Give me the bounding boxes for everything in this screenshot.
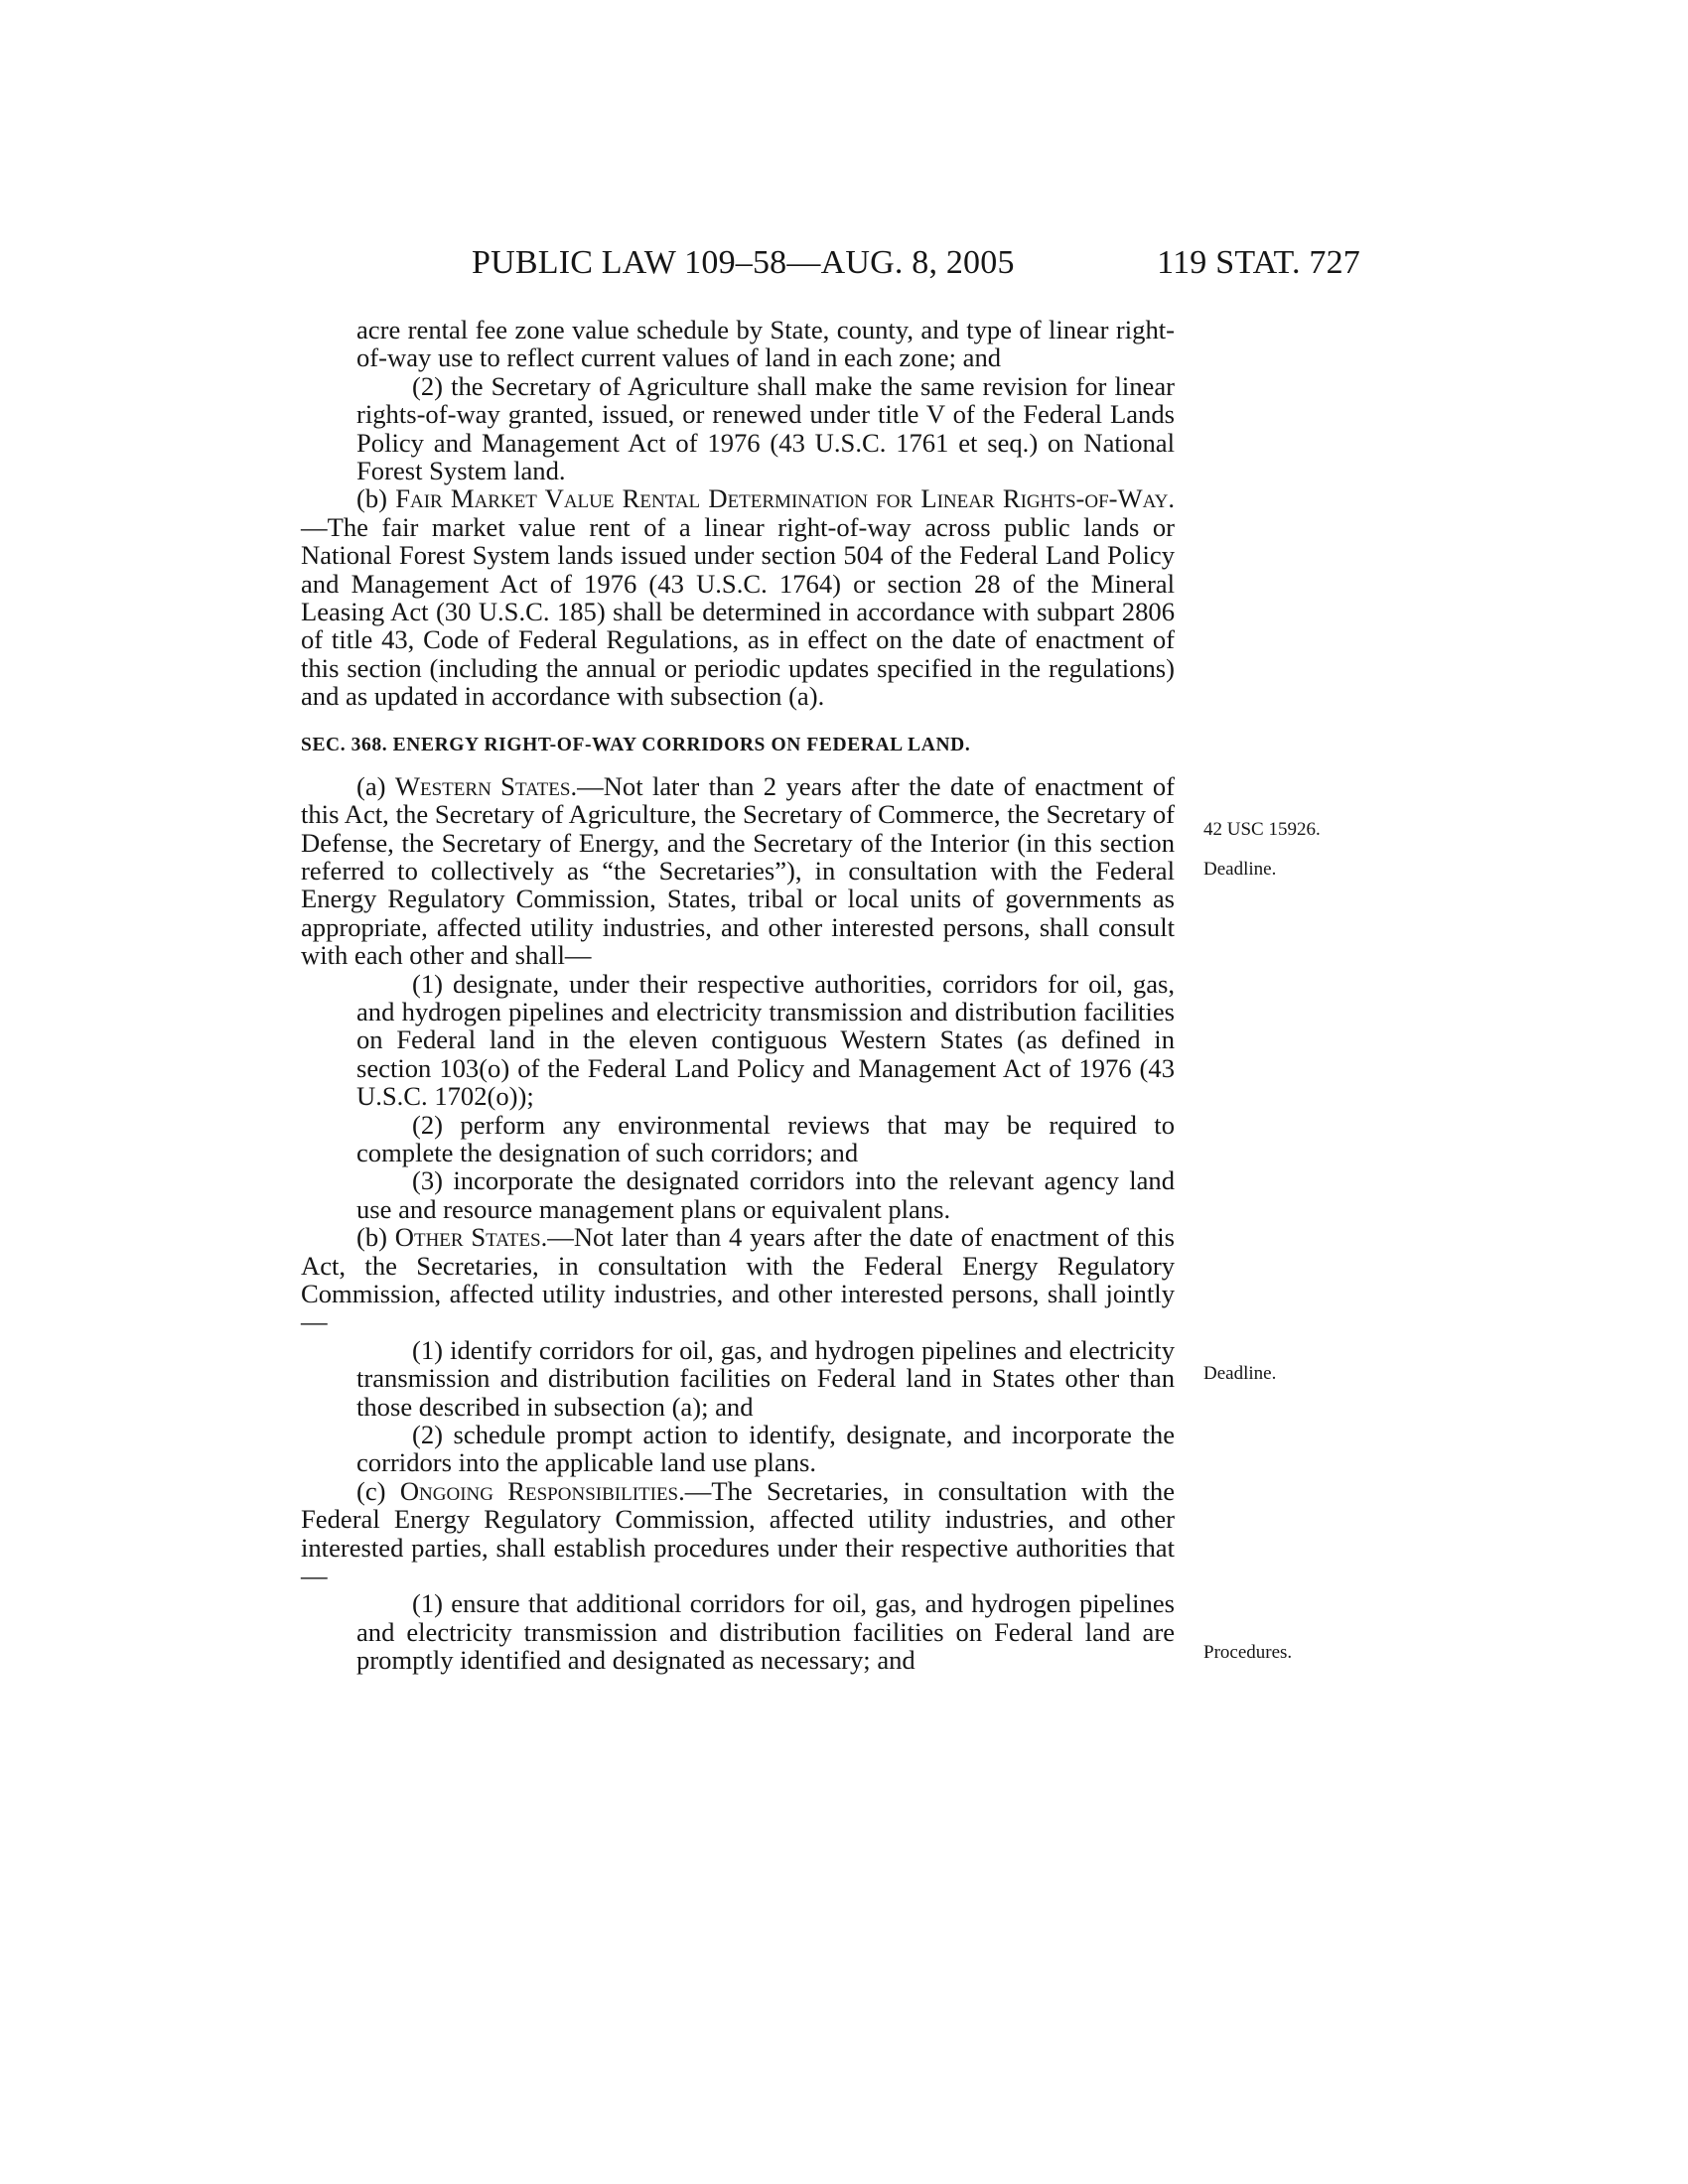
subsection-label: (a) (356, 770, 395, 801)
paragraph-a-3: (3) incorporate the designated corridors into the relevant agency land use and resource management plans or equivalent plans. (356, 1165, 1175, 1224)
paragraph-b-fair-market (301, 484, 1175, 710)
subsection-b (301, 1223, 1175, 1336)
margin-note-deadline-a: Deadline. (1203, 859, 1277, 880)
subsection-label: (c) (356, 1475, 400, 1506)
subsection-text: .—Not later than 4 years after the date of enactment of this Act, the Secretaries, in consultation with the Federal Energy Regulatory Commission, affected utility industries, and other interested persons, shall jointly— (301, 1222, 1175, 1337)
section-heading: SEC. 368. ENERGY RIGHT-OF-WAY CORRIDORS ON FEDERAL LAND. (301, 734, 971, 755)
subsection-c (301, 1477, 1175, 1590)
paragraph-label: (b) (356, 483, 396, 514)
subsection-text: .—Not later than 2 years after the date of enactment of this Act, the Secretary of Agriculture, the Secretary of Commerce, the Secretary of Defense, the Secretary of Energy, and the Secretary of the Interior (in this section referred to collectively as “the Secretaries”), in consultation with the Federal Energy Regulatory Commission, States, tribal or local units of governments as appropriate, affected utility industries, and other interested persons, shall consult with each other and shall— (301, 770, 1175, 971)
paragraph-text: .—The fair market value rent of a linear right-of-way across public lands or National Forest System lands issued under section 504 of the Federal Land Policy and Management Act of 1976 (43 U.S.C. 1764) or section 28 of the Mineral Leasing Act (30 U.S.C. 185) shall be determined in accordance with subpart 2806 of title 43, Code of Federal Regulations, as in effect on the date of enactment of this section (including the annual or periodic updates specified in the regulations) and as updated in accordance with subsection (a). (301, 483, 1175, 712)
subsection-heading: Western States (394, 770, 571, 801)
paragraph-c-1: (1) ensure that additional corridors for oil, gas, and hydrogen pipelines and electricity transmission and distribution facilities on Federal land are promptly identified and designated as necessary; and (356, 1588, 1175, 1676)
margin-note-usc-citation: 42 USC 15926. (1203, 819, 1321, 840)
running-header (298, 244, 1360, 294)
paragraph-a2: (2) the Secretary of Agriculture shall make the same revision for linear rights-of-way granted, issued, or renewed under title V of the Federal Lands Policy and Management Act of 1976 (43 U.S.C. 1761 et seq.) on National Forest System land. (356, 370, 1175, 486)
margin-note-procedures: Procedures. (1203, 1642, 1293, 1663)
paragraph-b-1: (1) identify corridors for oil, gas, and hydrogen pipelines and electricity transmission and distribution facilities on Federal land in States other than those described in subsection (a); and (356, 1334, 1175, 1422)
subsection-heading: Other States (394, 1222, 541, 1253)
header-title: PUBLIC LAW 109–58—AUG. 8, 2005 (472, 244, 1015, 281)
paragraph-a-2: (2) perform any environmental reviews that may be required to complete the designation of such corridors; and (356, 1109, 1175, 1167)
paragraph-a-1: (1) designate, under their respective authorities, corridors for oil, gas, and hydrogen pipelines and electricity transmission and distribution facilities on Federal land in the eleven contiguous Western States (as defined in section 103(o) of the Federal Land Policy and Management Act of 1976 (43 U.S.C. 1702(o)); (356, 968, 1175, 1112)
subsection-text: .—The Secretaries, in consultation with the Federal Energy Regulatory Commission, affected utility industries, and other interested parties, shall establish procedures under their respective authorities that— (301, 1475, 1176, 1591)
margin-note-deadline-b: Deadline. (1203, 1363, 1277, 1384)
header-stat-page: 119 STAT. 727 (1157, 244, 1360, 281)
paragraph-heading: Fair Market Value Rental Determination for Linear Rights-of-Way (395, 483, 1169, 514)
body-text (301, 316, 1175, 1675)
paragraph-a1-continued: acre rental fee zone value schedule by State, county, and type of linear right-of-way use to reflect current values of land in each zone; and (356, 315, 1175, 373)
subsection-a (301, 772, 1175, 970)
paragraph-b-2: (2) schedule prompt action to identify, designate, and incorporate the corridors into the applicable land use plans. (356, 1420, 1175, 1478)
subsection-heading: Ongoing Responsibilities (399, 1475, 679, 1506)
subsection-label: (b) (356, 1222, 395, 1253)
